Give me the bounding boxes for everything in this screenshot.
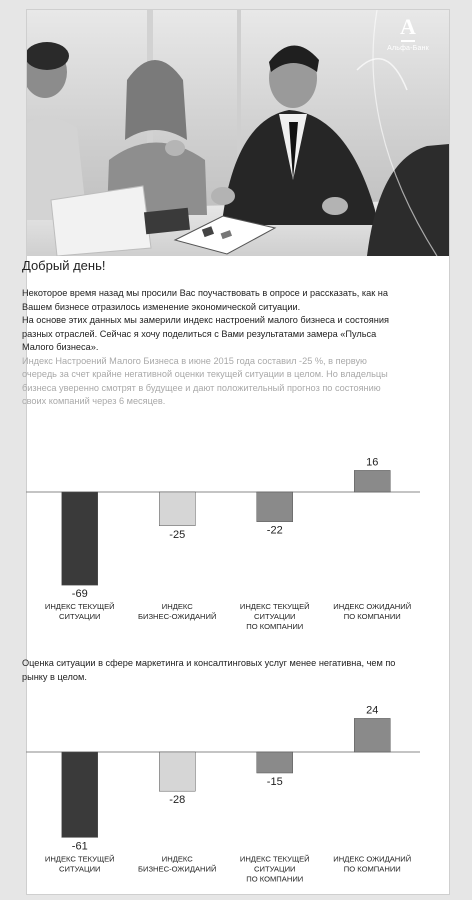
bar bbox=[62, 752, 98, 837]
category-tick-label: ИНДЕКС ОЖИДАНИЙ bbox=[333, 854, 412, 864]
bar-value-label: -69 bbox=[71, 588, 88, 601]
paragraph-marketing: Оценка ситуации в сфере маркетинга и консалтинговых услуг менее негативна, чем по рынку в целом. bbox=[22, 658, 396, 682]
chart-marketing-index bbox=[26, 690, 426, 895]
bar-value-label: 16 bbox=[366, 456, 379, 469]
bar-value-label: -22 bbox=[266, 524, 283, 537]
logo-underline bbox=[401, 40, 415, 42]
bar bbox=[159, 752, 195, 791]
bar bbox=[159, 492, 195, 526]
category-tick-label: ПО КОМПАНИИ bbox=[343, 612, 401, 622]
hero-photo bbox=[27, 10, 449, 256]
bar bbox=[257, 752, 293, 773]
category-tick-label: ИНДЕКС ТЕКУЩЕЙ bbox=[44, 854, 115, 864]
paragraph-result: Индекс Настроений Малого Бизнеса в июне 2015 года составил -25 %, в первую очередь за счет крайне негативной оценки текущей ситуации в целом. Но владельцы бизнеса уверенно смотрят в будущее и дают положительный прогноз по состоянию своих компаний через 6 месяцев. bbox=[22, 355, 388, 406]
bar bbox=[62, 492, 98, 585]
category-tick-label: ПО КОМПАНИИ bbox=[246, 622, 304, 632]
category-tick-label: БИЗНЕС-ОЖИДАНИЙ bbox=[138, 864, 217, 874]
category-tick-label: ИНДЕКС bbox=[161, 602, 193, 612]
category-tick-label: ИНДЕКС ТЕКУЩЕЙ bbox=[239, 854, 310, 864]
letter-body bbox=[22, 258, 402, 409]
paragraph-method: На основе этих данных мы замерили индекс настроений малого бизнеса и состояния разных отраслей. Сейчас я хочу поделиться с Вами результатами замера «Пульса Малого бизнеса». bbox=[22, 315, 389, 352]
category-tick-label: БИЗНЕС-ОЖИДАНИЙ bbox=[138, 612, 217, 622]
bar bbox=[354, 470, 390, 492]
alfa-bank-logo[interactable] bbox=[373, 16, 443, 52]
bar-value-label: -61 bbox=[71, 840, 88, 853]
category-tick-label: СИТУАЦИИ bbox=[254, 864, 296, 874]
category-tick-label: ИНДЕКС ТЕКУЩЕЙ bbox=[239, 602, 310, 612]
bar-value-label: -25 bbox=[169, 528, 186, 541]
category-tick-label: СИТУАЦИИ bbox=[254, 612, 296, 622]
category-tick-label: ПО КОМПАНИИ bbox=[343, 864, 401, 874]
bar-value-label: -28 bbox=[169, 794, 186, 807]
bar-value-label: 24 bbox=[366, 704, 379, 717]
bar bbox=[257, 492, 293, 522]
category-tick-label: СИТУАЦИИ bbox=[59, 612, 101, 622]
chart-business-index bbox=[26, 450, 426, 640]
greeting: Добрый день! bbox=[22, 258, 106, 273]
logo-letter: А bbox=[400, 14, 416, 39]
logo-name: Альфа-Банк bbox=[387, 45, 429, 52]
bar-value-label: -15 bbox=[266, 776, 283, 788]
paragraph-intro: Некоторое время назад мы просили Вас поучаствовать в опросе и рассказать, как на Вашем бизнесе отразилось изменение экономической ситуации. bbox=[22, 288, 388, 312]
category-tick-label: ИНДЕКС ТЕКУЩЕЙ bbox=[44, 602, 115, 612]
category-tick-label: ИНДЕКС ОЖИДАНИЙ bbox=[333, 602, 412, 612]
bar bbox=[354, 718, 390, 752]
category-tick-label: ПО КОМПАНИИ bbox=[246, 874, 304, 884]
category-tick-label: ИНДЕКС bbox=[161, 854, 193, 864]
category-tick-label: СИТУАЦИИ bbox=[59, 864, 101, 874]
